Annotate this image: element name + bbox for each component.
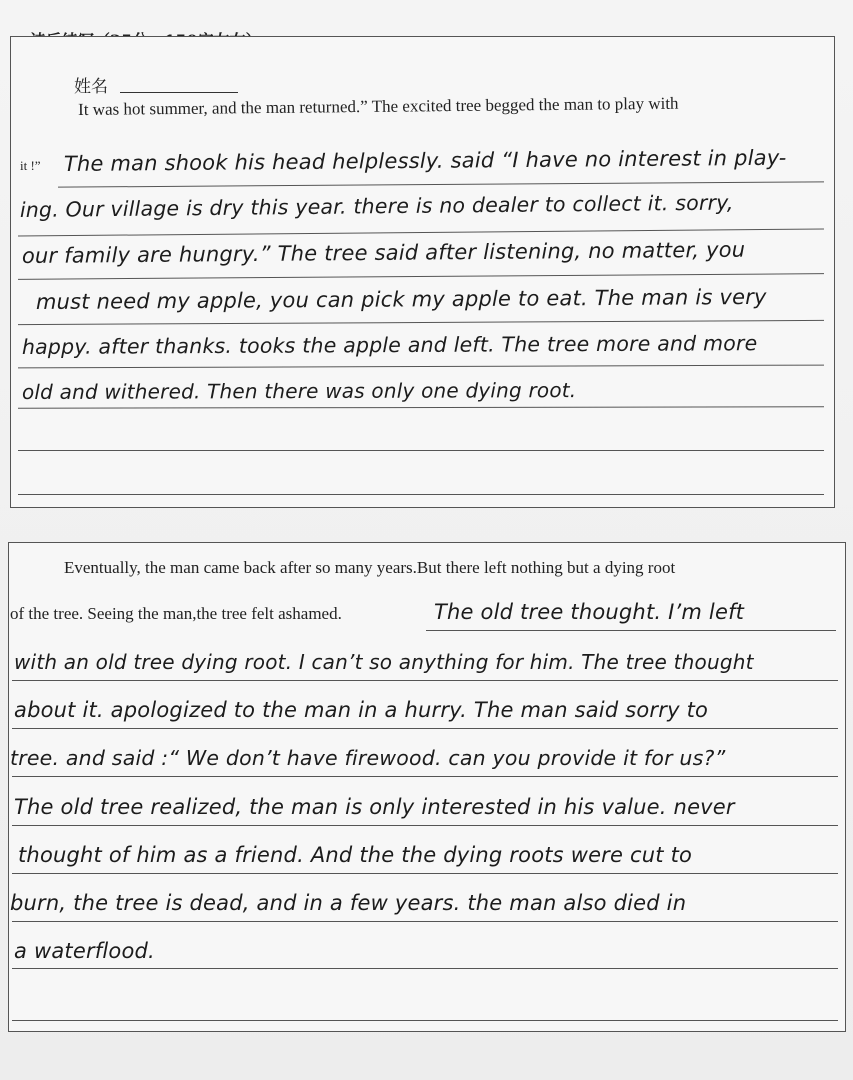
- ruled-line: [12, 921, 838, 922]
- prompt-line-1: It was hot summer, and the man returned.” The excited tree begged the man to play with: [78, 93, 679, 119]
- prompt-line-1: Eventually, the man came back after so many years.But there left nothing but a dying root: [64, 558, 676, 577]
- name-blank-line[interactable]: [120, 92, 238, 93]
- ruled-line: [12, 728, 838, 729]
- handwritten-line: tree. and said :“ We don’t have firewood. can you provide it for us?”: [10, 746, 726, 770]
- handwritten-line: thought of him as a friend. And the the dying roots were cut to: [18, 843, 693, 867]
- ruled-line: [12, 873, 838, 874]
- ruled-line: [426, 630, 836, 631]
- handwritten-line: about it. apologized to the man in a hurry. The man said sorry to: [14, 698, 709, 722]
- prompt-line-2: it !”: [20, 158, 41, 173]
- ruled-line: [12, 968, 838, 969]
- name-label: 姓名: [74, 77, 108, 97]
- handwritten-line: a waterflood.: [14, 939, 155, 963]
- ruled-line: [18, 450, 824, 451]
- handwritten-line: ing. Our village is dry this year. there is no dealer to collect it. sorry,: [19, 190, 734, 222]
- handwritten-line: The old tree thought. I’m left: [434, 600, 745, 624]
- prompt-line-2: of the tree. Seeing the man,the tree felt ashamed.: [10, 604, 342, 623]
- handwritten-line: The man shook his head helplessly. said “I have no interest in play-: [63, 145, 787, 176]
- ruled-line: [12, 1020, 838, 1021]
- ruled-line: [12, 680, 838, 681]
- ruled-line: [12, 825, 838, 826]
- handwritten-line: our family are hungry.” The tree said after listening, no matter, you: [21, 237, 746, 268]
- handwritten-line: old and withered. Then there was only one dying root.: [21, 378, 577, 404]
- handwritten-line: The old tree realized, the man is only interested in his value. never: [14, 795, 735, 819]
- ruled-line: [18, 494, 824, 495]
- handwritten-line: happy. after thanks. tooks the apple and left. The tree more and more: [21, 331, 758, 359]
- ruled-line: [12, 776, 838, 777]
- handwritten-line: with an old tree dying root. I can’t so anything for him. The tree thought: [14, 650, 754, 674]
- handwritten-line: must need my apple, you can pick my apple to eat. The man is very: [35, 284, 767, 314]
- handwritten-line: burn, the tree is dead, and in a few years. the man also died in: [10, 891, 687, 915]
